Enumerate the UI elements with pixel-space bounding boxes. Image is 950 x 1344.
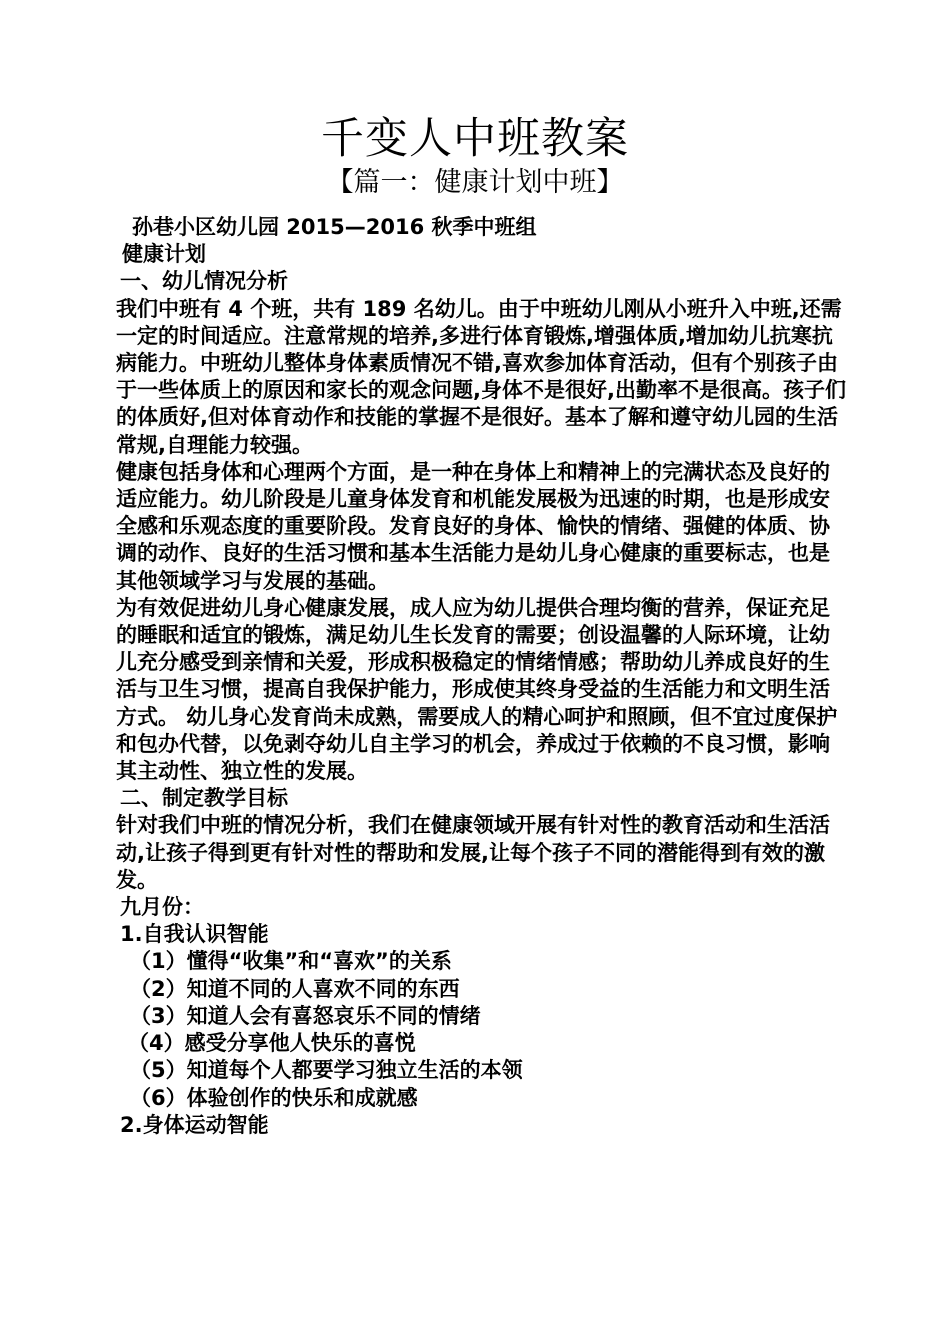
list-item: 1.自我认识智能 [120, 922, 269, 947]
list-subitem: （1）懂得“收集”和“喜欢”的关系 [130, 949, 452, 974]
paragraph-2: 健康包括身体和心理两个方面，是一种在身体上和精神上的完满状态及良好的适应能力。幼儿阶段是儿童身体发育和机能发展极为迅速的时期，也是形成安全感和乐观态度的重要阶段。发育良好的身体、愉快的情绪、强健的体质、协调的动作、良好的生活习惯和基本生活能力是幼儿身心健康的重要标志，也是其他领域学习与发展的基础。 [116, 459, 830, 593]
document-subtitle: 【篇一：健康计划中班】 [326, 167, 624, 198]
paragraph-3: 为有效促进幼儿身心健康发展，成人应为幼儿提供合理均衡的营养，保证充足的睡眠和适宜的锻炼，满足幼儿生长发育的需要；创设温馨的人际环境，让幼儿充分感受到亲情和关爱，形成积极稳定的情绪情感；帮助幼儿养成良好的生活与卫生习惯，提高自我保护能力，形成使其终身受益的生活能力和文明生活方式。 幼儿身心发育尚未成熟，需要成人的精心呵护和照顾，但不宜过度保护和包办代替，以免剥夺幼儿自主学习的机会，养成过于依赖的不良习惯，影响其主动性、独立性的发展。 [116, 595, 838, 784]
section-heading-2: 二、制定教学目标 [120, 786, 288, 811]
list-subitem: （3）知道人会有喜怒哀乐不同的情绪 [130, 1003, 481, 1028]
plan-heading: 健康计划 [122, 242, 206, 267]
paragraph-4: 针对我们中班的情况分析，我们在健康领域开展有针对性的教育活动和生活活动,让孩子得到更有针对性的帮助和发展,让每个孩子不同的潜能得到有效的激发。 [116, 813, 830, 892]
list-subitem: （6）体验创作的快乐和成就感 [130, 1085, 418, 1110]
list-item: 2.身体运动智能 [120, 1112, 269, 1137]
list-subitem: （2）知道不同的人喜欢不同的东西 [130, 976, 460, 1001]
month-heading: 九月份： [120, 895, 204, 920]
paragraph-1: 我们中班有 4 个班，共有 189 名幼儿。由于中班幼儿刚从小班升入中班,还需一定的时间适应。注意常规的培养,多进行体育锻炼,增强体质,增加幼儿抗寒抗病能力。中班幼儿整体身体素质情况不错,喜欢参加体育活动，但有个别孩子由于一些体质上的原因和家长的观念问题,身体不是很好,出勤率不是很高。孩子们的体质好,但对体育动作和技能的掌握不是很好。基本了解和遵守幼儿园的生活常规,自理能力较强。 [116, 296, 846, 457]
section-heading-1: 一、幼儿情况分析 [120, 269, 288, 294]
kindergarten-heading: 孙巷小区幼儿园 2015—2016 秋季中班组 [132, 215, 537, 239]
document-title: 千变人中班教案 [321, 114, 629, 164]
document-body [116, 214, 846, 1139]
list-subitem: （4）感受分享他人快乐的喜悦 [128, 1031, 416, 1056]
list-subitem: （5）知道每个人都要学习独立生活的本领 [130, 1058, 523, 1083]
